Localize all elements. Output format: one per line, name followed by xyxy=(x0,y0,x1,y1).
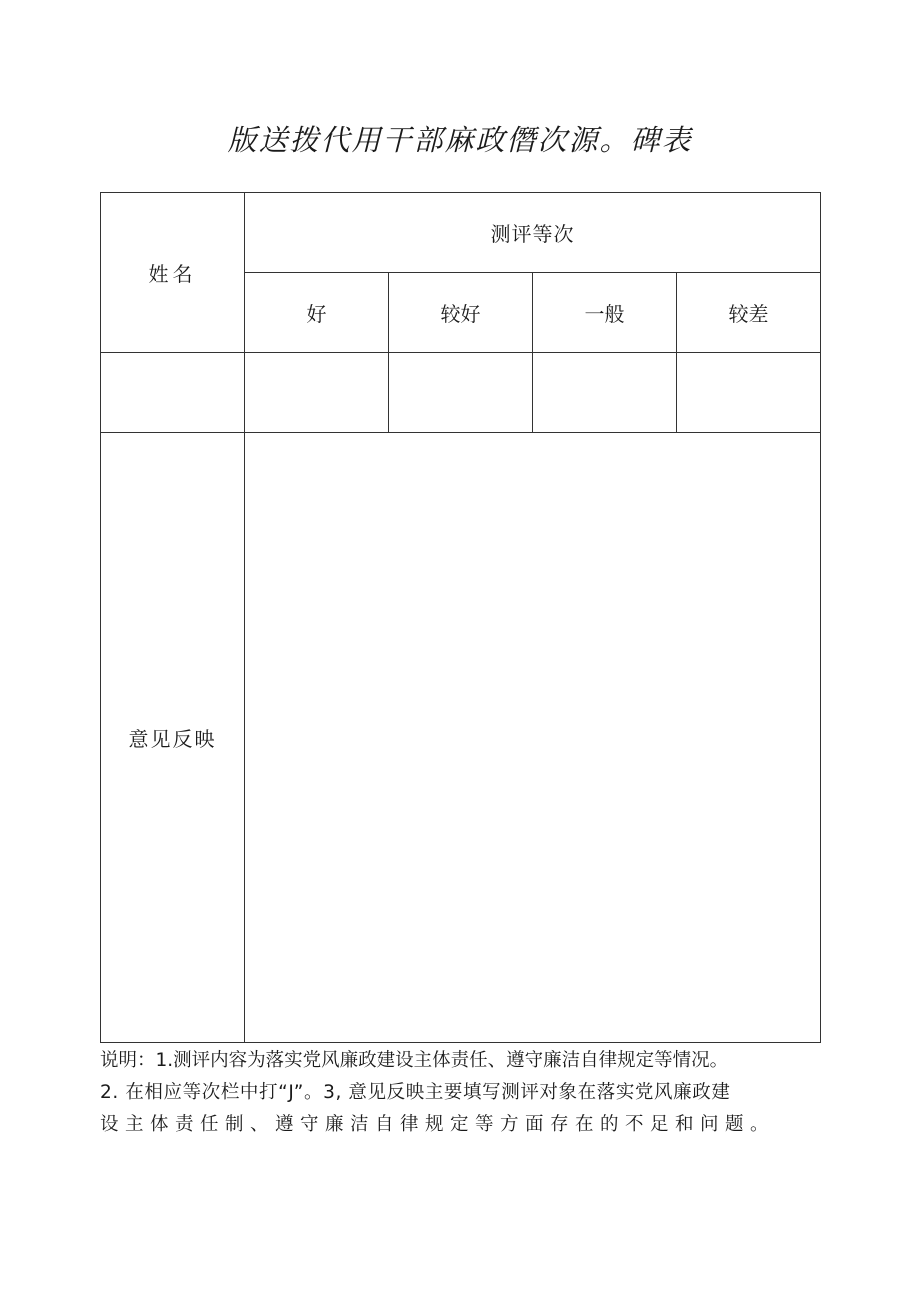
rating-poor-header: 较差 xyxy=(677,273,821,353)
rating-good-cell[interactable] xyxy=(245,353,389,433)
opinion-label-cell: 意见反映 xyxy=(101,433,245,1043)
rating-average-cell[interactable] xyxy=(533,353,677,433)
notes-line-3: 设主体责任制、遵守廉洁自律规定等方面存在的不足和问题。 xyxy=(100,1114,776,1135)
notes-line-1: 说明：1.测评内容为落实党风廉政建设主体责任、遵守廉洁自律规定等情况。 xyxy=(100,1050,729,1071)
form-title: 版送拨代用干部麻政僭次源。碑表 xyxy=(227,123,693,157)
rating-average-header: 一般 xyxy=(533,273,677,353)
rating-poor-cell[interactable] xyxy=(677,353,821,433)
opinion-row xyxy=(101,433,821,1043)
rating-fairly-good-cell[interactable] xyxy=(389,353,533,433)
header-row-1 xyxy=(101,193,821,273)
opinion-entry-cell[interactable] xyxy=(245,433,821,1043)
evaluation-table xyxy=(100,192,821,1043)
notes-line-2: 2. 在相应等次栏中打“J”。3, 意见反映主要填写测评对象在落实党风廉政建 xyxy=(100,1082,731,1103)
form-notes xyxy=(100,1045,822,1141)
rating-fairly-good-header: 较好 xyxy=(389,273,533,353)
name-entry-cell[interactable] xyxy=(101,353,245,433)
entry-row xyxy=(101,353,821,433)
rating-good-header: 好 xyxy=(245,273,389,353)
name-header-cell: 姓名 xyxy=(101,193,245,353)
rating-header-cell: 测评等次 xyxy=(245,193,821,273)
